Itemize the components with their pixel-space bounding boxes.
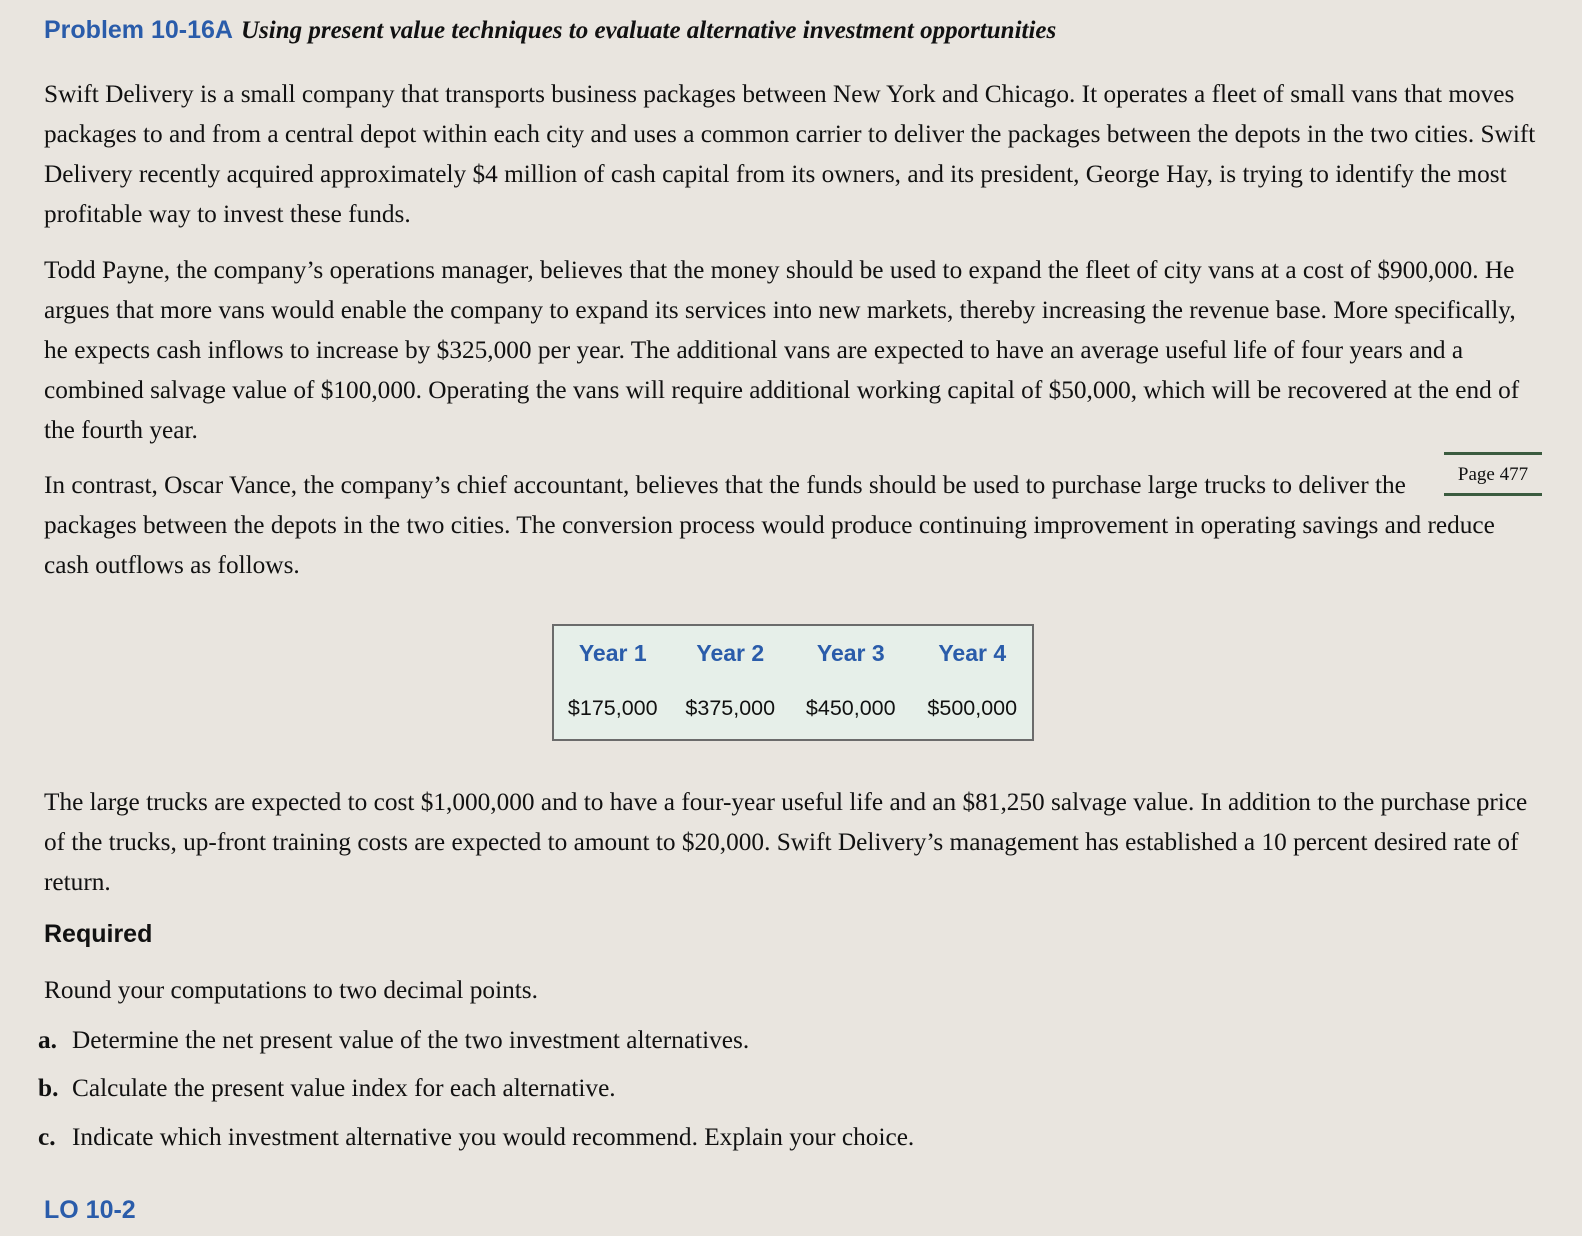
paragraph-vans-proposal: Todd Payne, the company’s operations manager, believes that the money should be used to expand the fleet of city vans at a cost of $900,000. He argues that more vans would enable the company to expand its services into new markets, thereby increasing the revenue base. More specifically, he expects cash inflows to increase by $325,000 per year. The additional vans are expected to have an average useful life of four years and a combined salvage value of $100,000. Operating the vans will require additional working capital of $50,000, which will be recovered at the end of the fourth year. — [44, 256, 1520, 444]
required-note: Round your computations to two decimal points. — [44, 976, 538, 1004]
table-cell: $375,000 — [685, 696, 776, 720]
savings-table — [552, 624, 1034, 741]
table-cell: $500,000 — [927, 696, 1018, 720]
problem-title — [44, 16, 1056, 45]
table-header-cell: Year 2 — [696, 640, 765, 666]
required-item-c — [38, 1123, 914, 1152]
table-cell: $450,000 — [805, 696, 896, 720]
page-number-marker: Page 477 — [1444, 452, 1542, 496]
learning-objective: LO 10-2 — [44, 1196, 136, 1224]
table-header-cell: Year 1 — [578, 640, 647, 666]
item-letter: c. — [38, 1123, 56, 1151]
item-letter: a. — [38, 1026, 57, 1054]
required-item-a — [38, 1026, 749, 1055]
page-marker-spacer — [1414, 465, 1544, 495]
item-text: Indicate which investment alternative you would recommend. Explain your choice. — [72, 1123, 915, 1151]
paragraph-intro: Swift Delivery is a small company that transports business packages between New York and Chicago. It operates a fleet of small vans that moves packages to and from a central depot within each city and uses a common carrier to deliver the packages between the depots in the two cities. Swift Delivery recently acquired approximately $4 million of cash capital from its owners, and its president, George Hay, is trying to identify the most profitable way to invest these funds. — [44, 80, 1536, 228]
table-row — [554, 696, 1032, 721]
item-letter: b. — [38, 1074, 59, 1102]
problem-number: Problem 10-16A — [44, 16, 233, 44]
paragraph-trucks-proposal — [44, 465, 1544, 585]
table-header-row — [554, 640, 1032, 667]
paragraph-trucks-text: In contrast, Oscar Vance, the company’s chief accountant, believes that the funds should be used to purchase large trucks to deliver the packages between the depots in the two cities. The conversion process would produce continuing improvement in operating savings and reduce cash outflows as follows. — [44, 471, 1495, 579]
item-text: Calculate the present value index for each alternative. — [72, 1074, 616, 1102]
table-cell: $175,000 — [567, 696, 658, 720]
required-item-b — [38, 1074, 616, 1103]
table-header-cell: Year 4 — [938, 640, 1007, 666]
required-heading: Required — [44, 920, 153, 948]
item-text: Determine the net present value of the two investment alternatives. — [72, 1026, 750, 1054]
problem-heading: Using present value techniques to evaluate alternative investment opportunities — [240, 17, 1057, 44]
table-header-cell: Year 3 — [816, 640, 885, 666]
paragraph-trucks-costs: The large trucks are expected to cost $1,000,000 and to have a four-year useful life and an $81,250 salvage value. In addition to the purchase price of the trucks, up-front training costs are expected to amount to $20,000. Swift Delivery’s management has established a 10 percent desired rate of return. — [44, 788, 1528, 896]
